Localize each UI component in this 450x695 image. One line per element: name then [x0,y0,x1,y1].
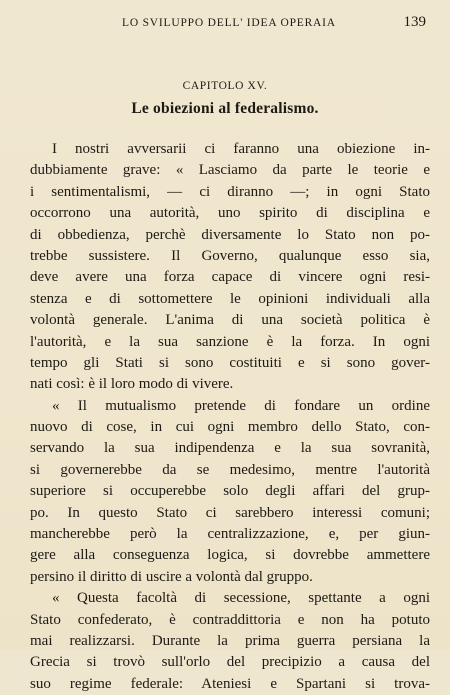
text-line: suo regime federale: Ateniesi e Spartani si trova- [30,675,430,692]
running-title: LO SVILUPPO DELL' IDEA OPERAIA [122,17,336,29]
text-line: persino il diritto di uscire a volontà dal gruppo. [30,568,313,585]
text-line: di obbedienza, perchè diversamente lo Stato non po- [30,226,430,243]
text-line: servando la sua indipendenza e la sua sovranità, [30,440,430,457]
text-line: mai realizzarsi. Durante la prima guerra persiana la [30,632,430,649]
text-line: Grecia si trovò sull'orlo del precipizio a causa del [30,654,430,671]
text-line: nuovo di cose, in cui ogni membro dello Stato, con- [30,419,430,436]
text-line: stenza e di sottomettere le opinioni individuali alla [30,290,430,307]
page-number: 139 [403,14,426,30]
text-line: i sentimentalismi, — ci diranno —; in ogni Stato [30,183,430,200]
text-line: deve avere una forza capace di vincere ogni resi- [30,269,430,286]
body-text [30,139,430,695]
text-line: superiore si occuperebbe solo degli affari del grup- [30,483,430,500]
text-line: I nostri avversarii ci faranno una obiezione in- [52,141,430,157]
text-line: mancherebbe però la centralizzazione, e, per giun- [30,526,430,543]
text-line: trebbe sussistere. Il Governo, qualunque esso sia, [30,247,430,264]
text-line: nati così: è il loro modo di vivere. [30,376,234,393]
text-line: po. In questo Stato ci sarebbero interessi comuni; [30,504,430,521]
text-line: « Il mutualismo pretende di fondare un ordine [52,397,430,414]
text-line: gere alla conseguenza logica, si dovrebbe ammettere [30,547,430,564]
text-line: « Questa facoltà di secessione, spettante a ogni [52,590,430,607]
running-header [36,14,426,34]
text-line: occorrono una autorità, uno spirito di disciplina e [30,205,430,222]
chapter-label: CAPITOLO XV. [182,80,268,92]
text-line: Stato confederato, è contraddittoria e non ha potuto [30,611,430,628]
text-line: l'autorità, e la sua sanzione è la forza. In ogni [30,333,430,350]
chapter-title: Le obiezioni al federalismo. [131,100,319,117]
text-line: tempo gli Stati si sono costituiti e si sono gover- [30,354,430,371]
text-line: dubbiamente grave: « Lasciamo da parte le teorie e [30,162,430,179]
text-line: si governerebbe da se medesimo, mentre l'autorità [30,461,430,478]
text-line: volontà generale. L'anima di una società politica è [30,312,430,329]
